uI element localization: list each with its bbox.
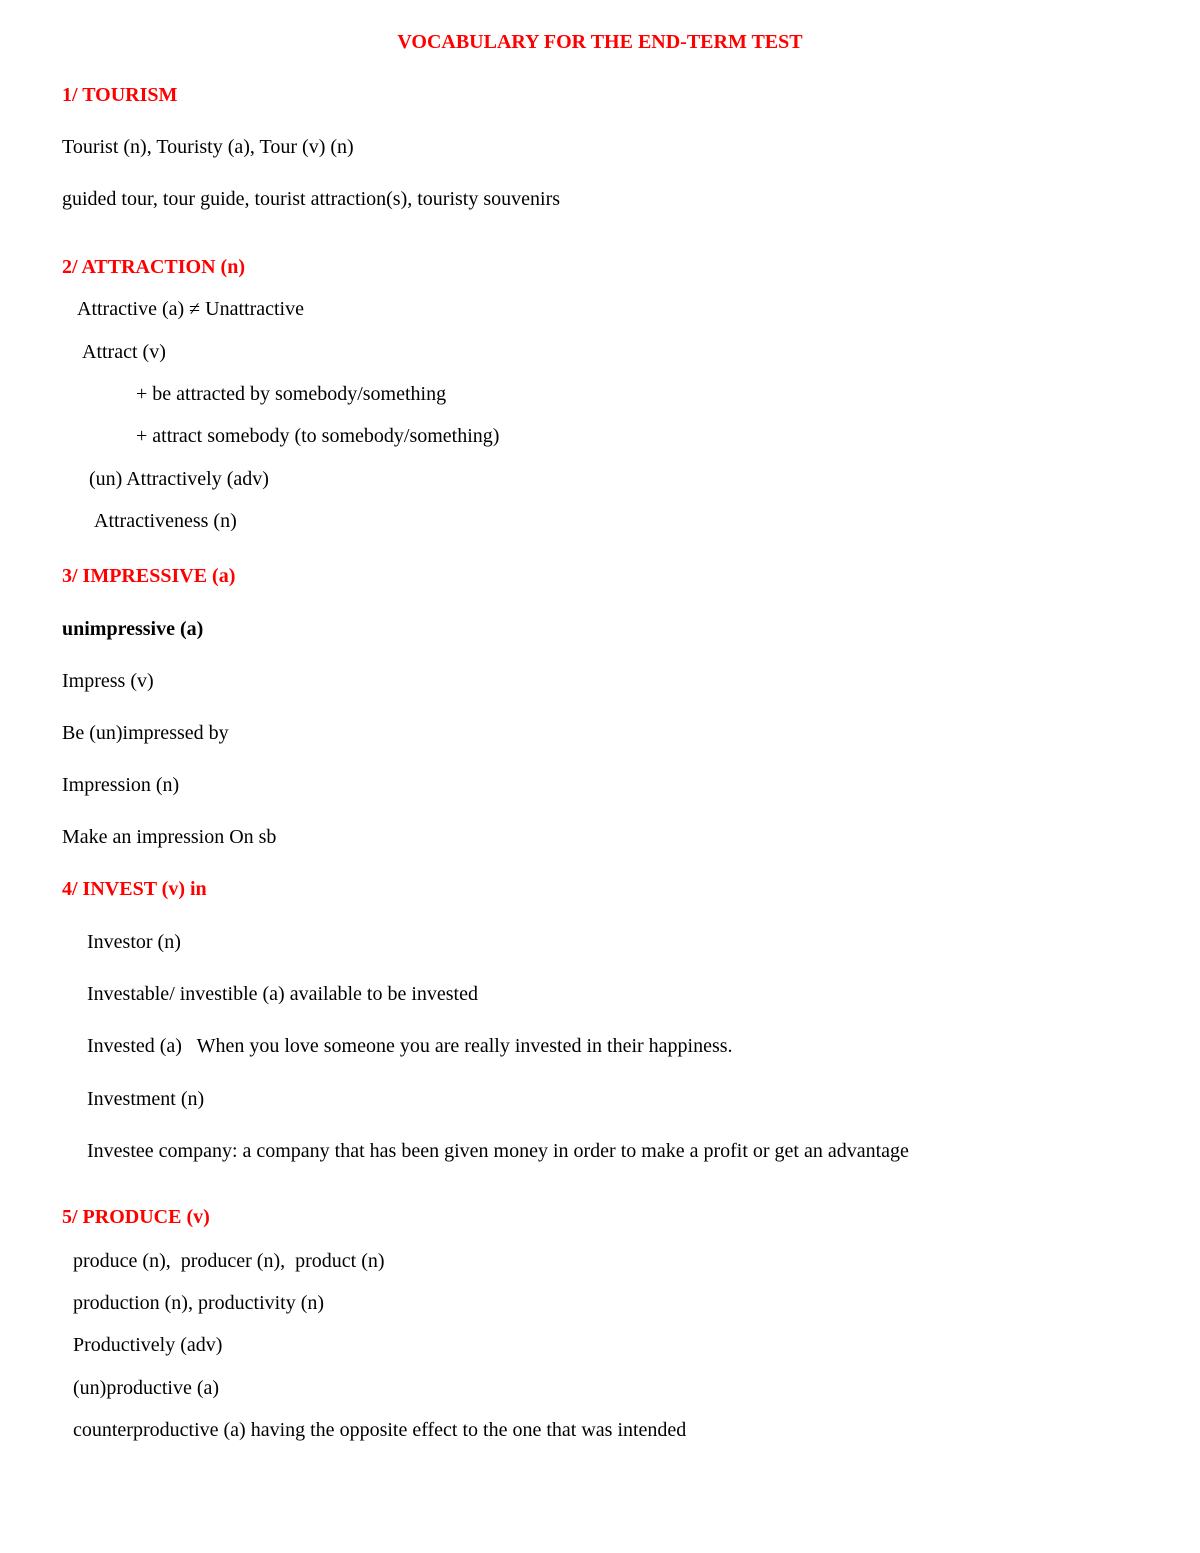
impressive-line: Impress (v) bbox=[62, 670, 154, 692]
impressive-line: unimpressive (a) bbox=[62, 618, 204, 640]
invest-line: Investee company: a company that has been given money in order to make a profit or get an advantage bbox=[87, 1140, 909, 1162]
impressive-line: Make an impression On sb bbox=[62, 826, 277, 848]
produce-line: produce (n), producer (n), product (n) bbox=[73, 1250, 385, 1272]
produce-line: counterproductive (a) having the opposite effect to the one that was intended bbox=[73, 1419, 687, 1441]
attraction-line: Attractive (a) ≠ Unattractive bbox=[77, 298, 304, 320]
invest-line: Investment (n) bbox=[87, 1088, 205, 1110]
document-title: VOCABULARY FOR THE END-TERM TEST bbox=[397, 31, 803, 53]
attraction-line: + be attracted by somebody/something bbox=[136, 383, 447, 405]
attraction-line: Attractiveness (n) bbox=[94, 510, 237, 532]
produce-line: Productively (adv) bbox=[73, 1334, 223, 1356]
produce-line: production (n), productivity (n) bbox=[73, 1292, 325, 1314]
produce-line: (un)productive (a) bbox=[73, 1377, 220, 1399]
tourism-line: guided tour, tour guide, tourist attraction(s), touristy souvenirs bbox=[62, 188, 561, 210]
section-heading-impressive: 3/ IMPRESSIVE (a) bbox=[62, 565, 236, 587]
section-heading-produce: 5/ PRODUCE (v) bbox=[62, 1206, 210, 1228]
attraction-line: Attract (v) bbox=[82, 341, 166, 363]
section-heading-attraction: 2/ ATTRACTION (n) bbox=[62, 256, 245, 278]
attraction-line: (un) Attractively (adv) bbox=[89, 468, 269, 490]
invest-line: Investor (n) bbox=[87, 931, 181, 953]
invest-line: Investable/ investible (a) available to be invested bbox=[87, 983, 478, 1005]
section-heading-tourism: 1/ TOURISM bbox=[62, 84, 178, 106]
attraction-line: + attract somebody (to somebody/something) bbox=[136, 425, 500, 447]
tourism-line: Tourist (n), Touristy (a), Tour (v) (n) bbox=[62, 136, 354, 158]
impressive-line: Be (un)impressed by bbox=[62, 722, 229, 744]
section-heading-invest: 4/ INVEST (v) in bbox=[62, 878, 207, 900]
impressive-line: Impression (n) bbox=[62, 774, 180, 796]
invest-line: Invested (a) When you love someone you are really invested in their happiness. bbox=[87, 1035, 733, 1057]
